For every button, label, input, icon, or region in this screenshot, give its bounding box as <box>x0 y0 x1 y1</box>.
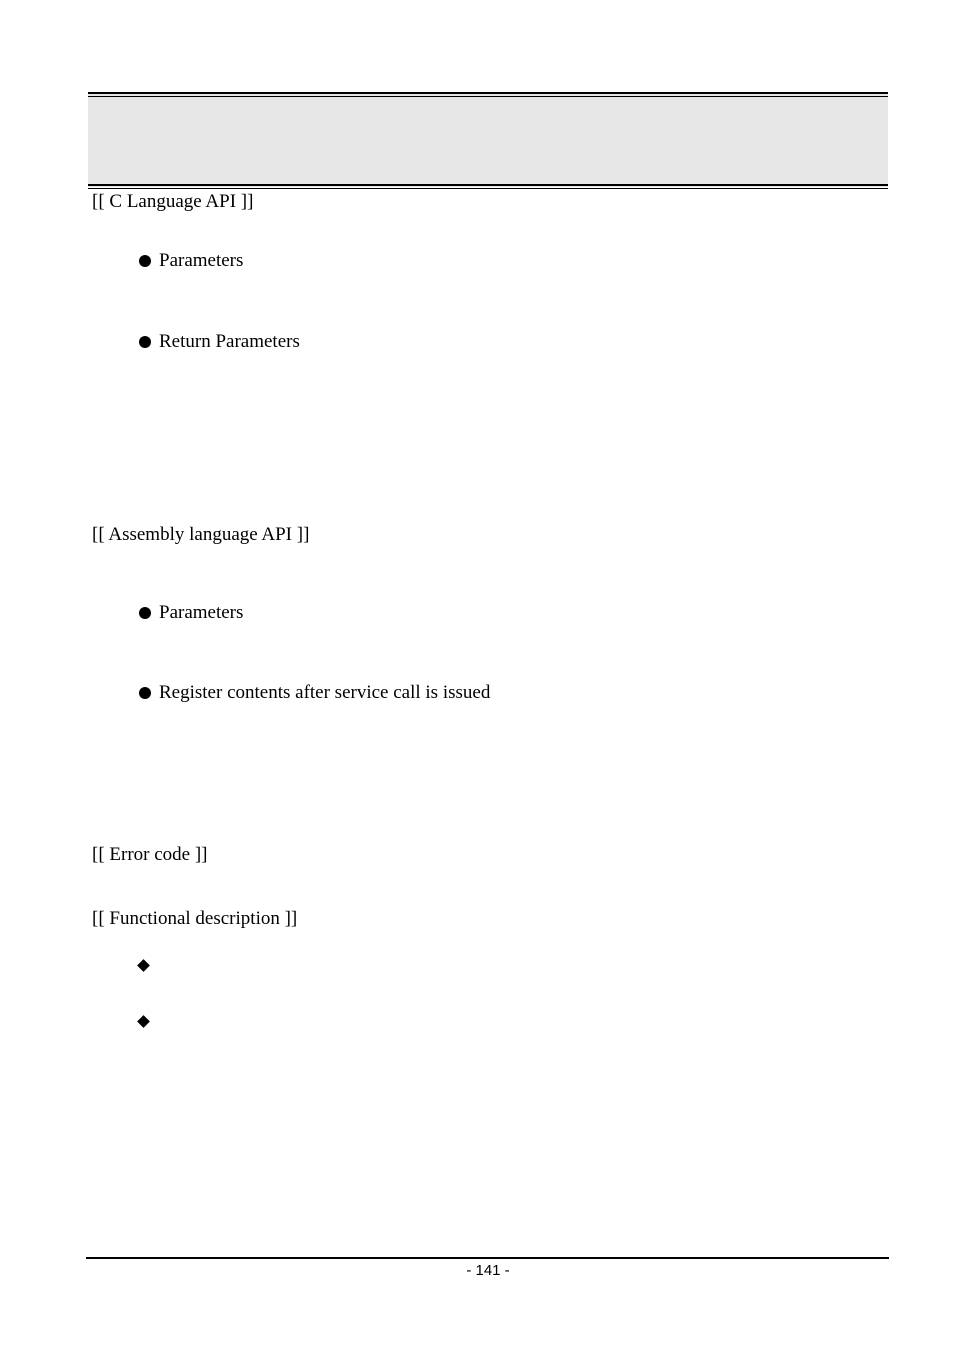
diamond-bullet-icon <box>137 1015 150 1028</box>
c-api-return-parameters-label: Return Parameters <box>159 331 300 352</box>
diamond-bullet-icon <box>137 959 150 972</box>
page-number: - 141 - <box>466 1262 510 1279</box>
functional-description-heading: [[ Functional description ]] <box>92 908 298 929</box>
asm-api-heading: [[ Assembly language API ]] <box>92 524 310 545</box>
footer-rule <box>86 1257 889 1259</box>
c-api-parameters-item <box>139 250 243 272</box>
title-band <box>88 92 888 187</box>
title-band-bottom-rule-thin <box>88 188 888 189</box>
bullet-icon <box>139 336 151 348</box>
title-band-bottom-rule <box>88 184 888 186</box>
c-api-heading: [[ C Language API ]] <box>92 191 254 212</box>
asm-api-register-contents-label: Register contents after service call is issued <box>159 682 491 703</box>
c-api-return-parameters-item <box>139 331 300 353</box>
bullet-icon <box>139 687 151 699</box>
title-band-top-rule <box>88 92 888 94</box>
asm-api-parameters-label: Parameters <box>159 602 244 623</box>
error-code-heading: [[ Error code ]] <box>92 844 208 865</box>
asm-api-register-contents-item <box>139 682 490 704</box>
c-api-parameters-label: Parameters <box>159 250 244 271</box>
title-band-top-rule-thin <box>88 96 888 97</box>
bullet-icon <box>139 607 151 619</box>
bullet-icon <box>139 255 151 267</box>
asm-api-parameters-item <box>139 602 243 624</box>
